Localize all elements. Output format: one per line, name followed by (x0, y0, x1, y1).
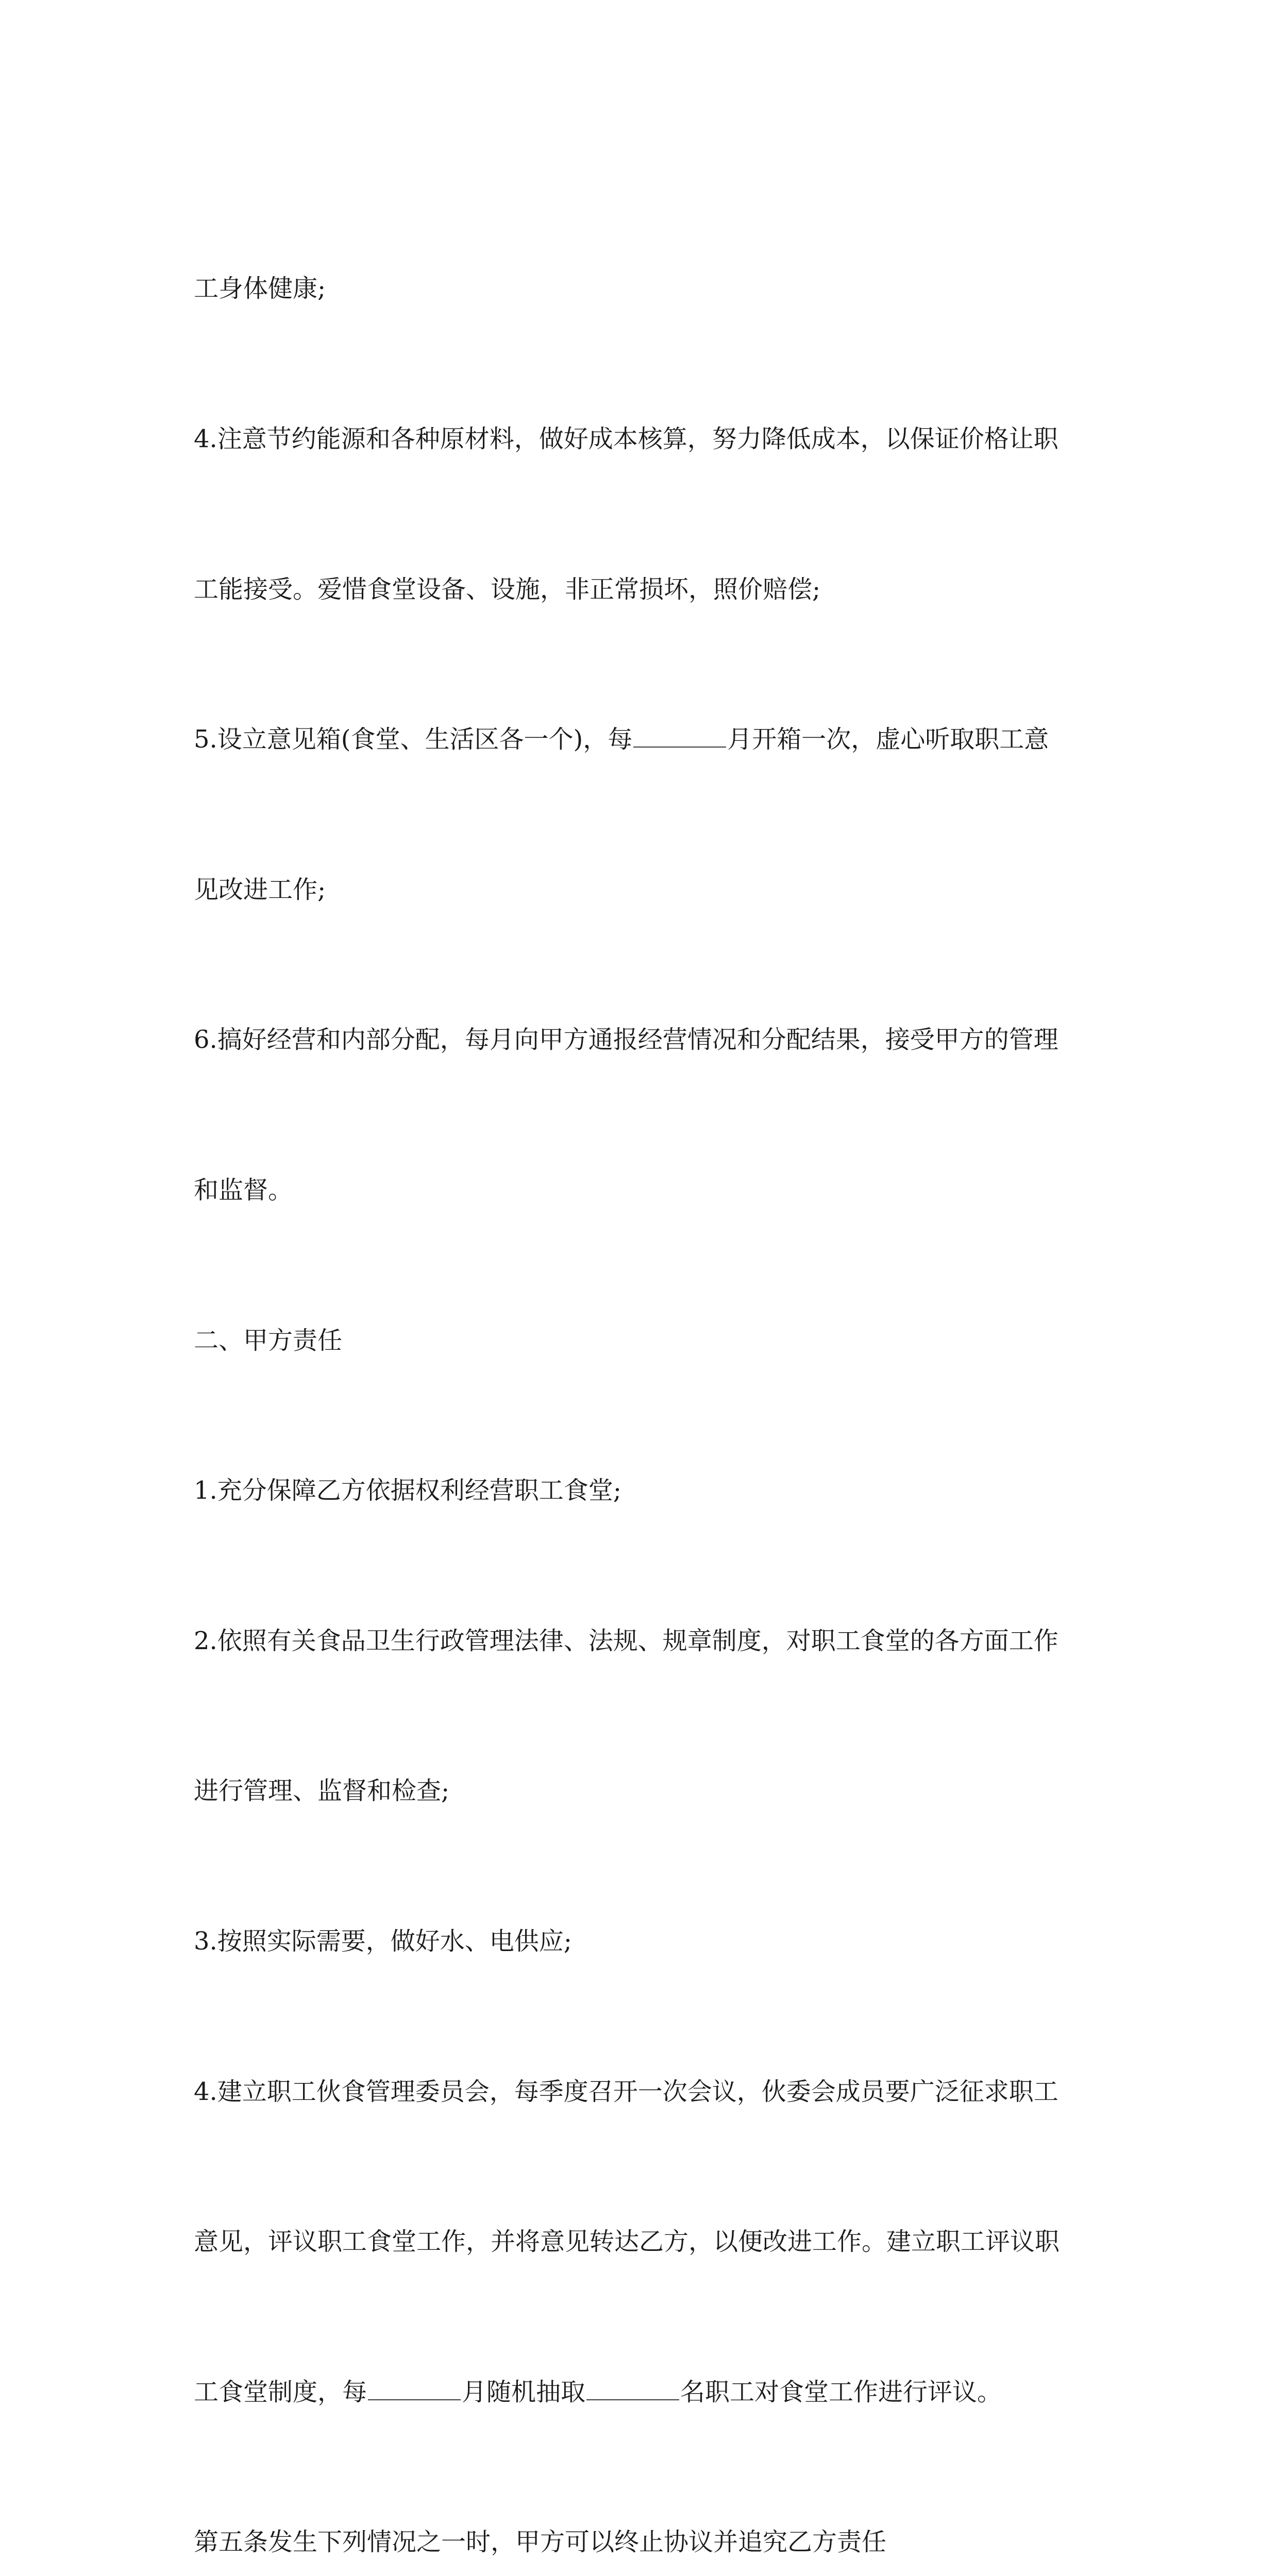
text-line: 见改进工作; (194, 875, 326, 904)
fill-in-blank (586, 2379, 679, 2400)
text-line: 工能接受。爱惜食堂设备、设施，非正常损坏，照价赔偿; (194, 574, 821, 604)
document-body (194, 164, 1111, 2576)
section-heading: 二、甲方责任 (194, 1326, 343, 1355)
text-line: 6.搞好经营和内部分配，每月向甲方通报经营情况和分配结果，接受甲方的管理 (194, 1025, 1058, 1055)
text-line: 1.充分保障乙方依据权利经营职工食堂; (194, 1476, 621, 1505)
text-line: 意见，评议职工食堂工作，并将意见转达乙方，以便改进工作。建立职工评议职 (194, 2227, 1060, 2257)
text-line: 工身体健康; (194, 274, 326, 303)
text-segment: 名职工对食堂工作进行评议。 (680, 2377, 1002, 2406)
text-line: 4.建立职工伙食管理委员会，每季度召开一次会议，伙委会成员要广泛征求职工 (194, 2077, 1058, 2106)
text-line: 3.按照实际需要，做好水、电供应; (194, 1926, 572, 1956)
text-line: 进行管理、监督和检查; (194, 1776, 450, 1806)
article-heading: 第五条发生下列情况之一时，甲方可以终止协议并追究乙方责任 (194, 2528, 887, 2557)
text-line-with-blanks (194, 2367, 1111, 2417)
text-line: 和监督。 (194, 1175, 293, 1205)
text-segment: 5.设立意见箱(食堂、生活区各一个)，每 (194, 725, 633, 754)
text-segment: 工食堂制度，每 (194, 2377, 367, 2406)
text-segment: 月开箱一次，虚心听取职工意 (727, 725, 1049, 754)
text-segment: 月随机抽取 (462, 2377, 586, 2406)
fill-in-blank (368, 2379, 461, 2400)
text-line: 4.注意节约能源和各种原材料，做好成本核算，努力降低成本，以保证价格让职 (194, 425, 1058, 453)
fill-in-blank (633, 726, 726, 748)
text-line: 2.依照有关食品卫生行政管理法律、法规、规章制度，对职工食堂的各方面工作 (194, 1626, 1058, 1655)
text-line-with-blank (194, 715, 1111, 765)
